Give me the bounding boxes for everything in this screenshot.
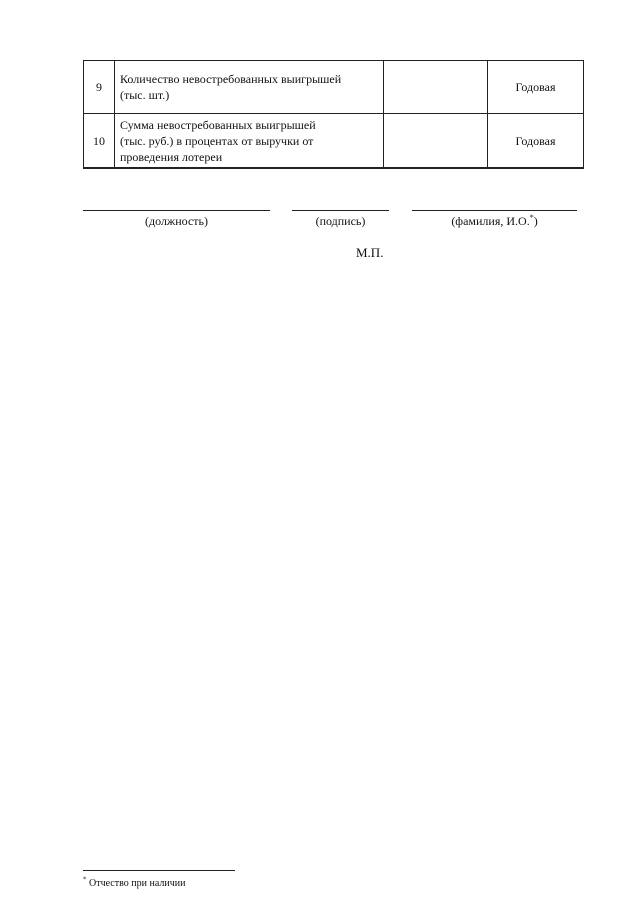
row-periodicity: Годовая: [488, 114, 584, 169]
name-line: [412, 210, 577, 211]
position-caption: (должность): [145, 214, 208, 228]
row-value-cell: [384, 61, 488, 114]
row-number: 10: [84, 114, 115, 169]
row-periodicity: Годовая: [488, 61, 584, 114]
stamp-place-label: М.П.: [356, 245, 384, 260]
row-value-cell: [384, 114, 488, 169]
position-line: [83, 210, 270, 211]
name-caption-end: ): [533, 214, 538, 228]
signature-block: [292, 210, 389, 228]
footnote-mark: *: [529, 213, 534, 222]
indicator-text: Количество невостребованных выигрышей (тыс. шт.): [120, 72, 342, 102]
footnote-mark: *: [83, 875, 87, 884]
indicators-table: [83, 60, 584, 169]
footnote-text: Отчество при наличии: [86, 878, 186, 889]
row-indicator-name: [115, 114, 384, 169]
signature-caption: (подпись): [315, 214, 366, 228]
footnote: [83, 875, 186, 890]
footnote-divider: [83, 870, 235, 871]
name-signature-block: [412, 210, 577, 228]
position-signature-block: [83, 210, 270, 228]
name-caption-text: (фамилия, И.О.: [451, 214, 530, 228]
table-row: [84, 61, 584, 114]
name-caption: [412, 214, 577, 228]
signature-line: [292, 210, 389, 211]
row-indicator-name: [115, 61, 384, 114]
indicator-text: Сумма невостребованных выигрышей (тыс. руб.) в процентах от выручки от проведения лотереи: [120, 117, 316, 164]
row-number: 9: [84, 61, 115, 114]
table-row: [84, 114, 584, 169]
